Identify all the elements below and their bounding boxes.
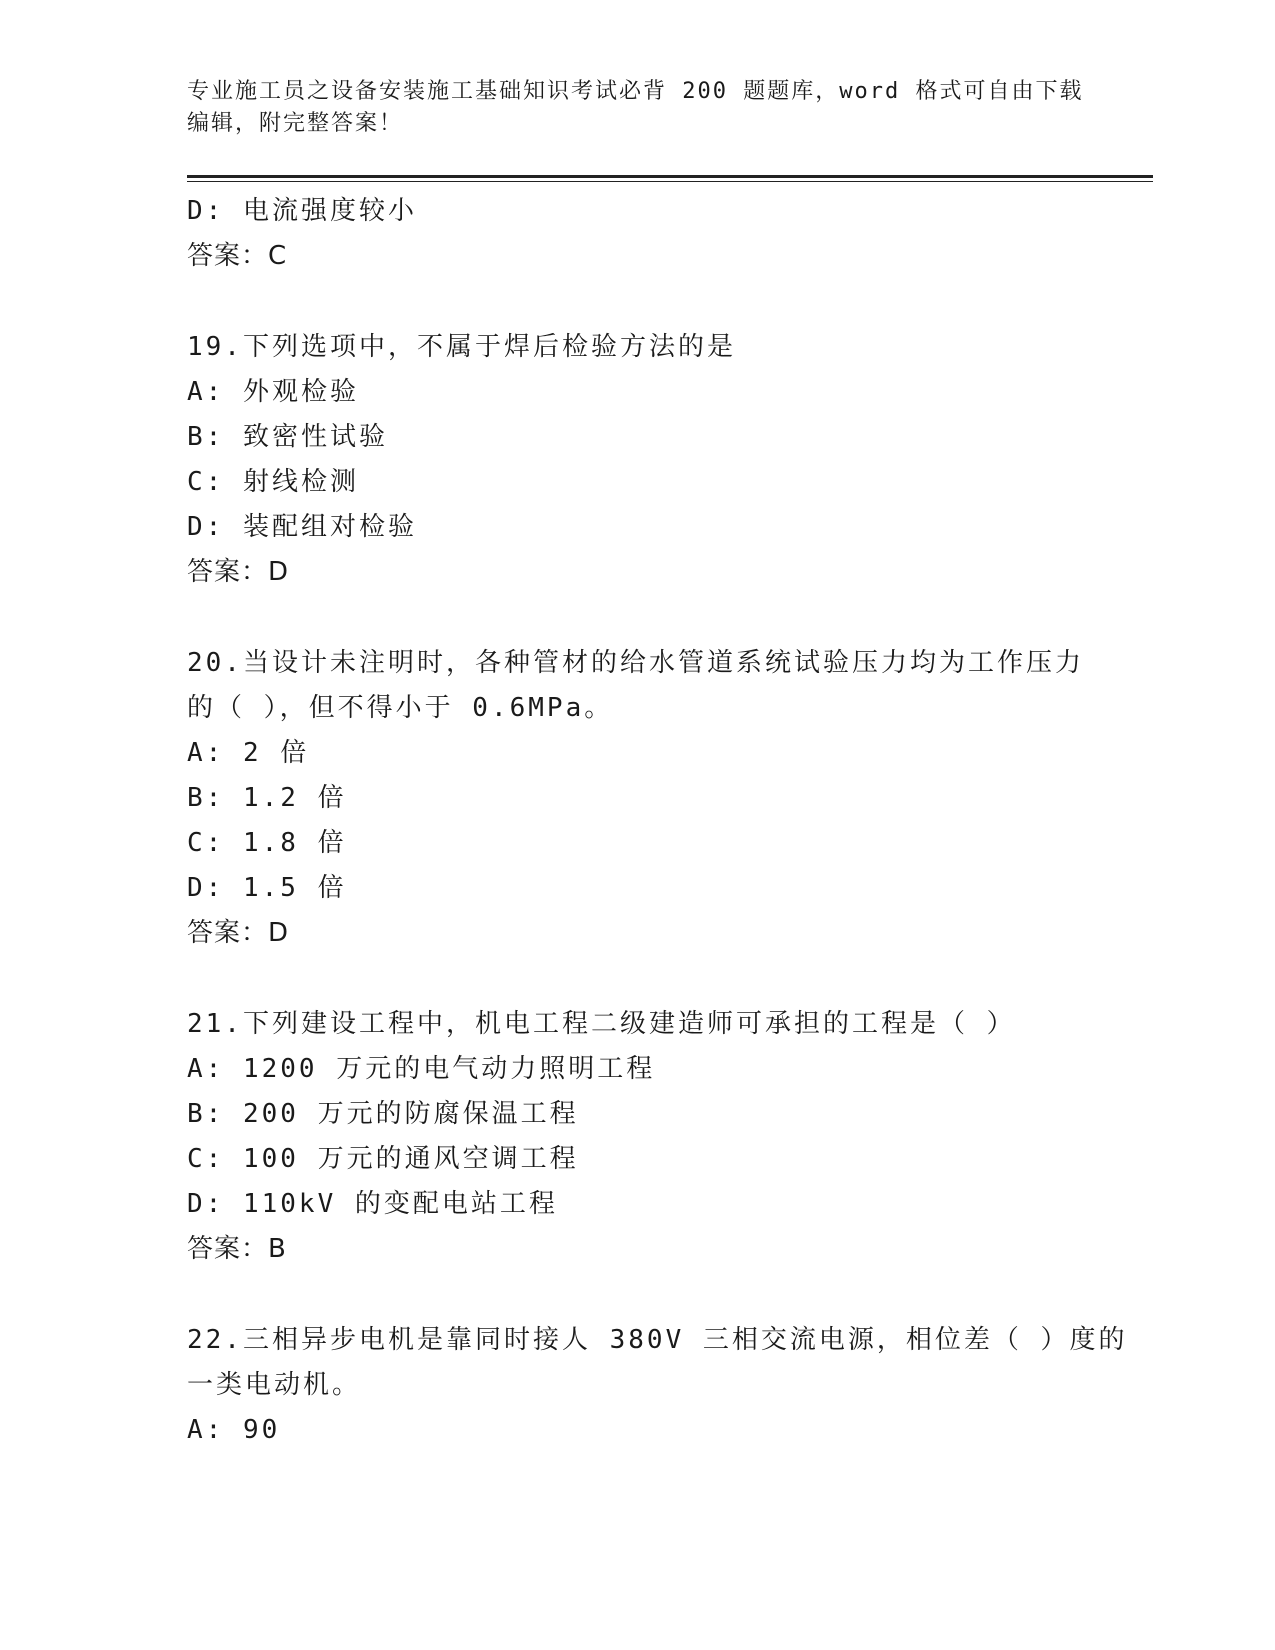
option-b: B: 致密性试验 [187, 422, 388, 452]
question-22 [187, 1318, 1128, 1453]
option-d: D: 110kV 的变配电站工程 [187, 1189, 558, 1219]
spacer [187, 595, 1087, 641]
option-c: C: 1.8 倍 [187, 828, 347, 858]
option-c: C: 射线检测 [187, 467, 359, 497]
spacer [187, 956, 1087, 1002]
option-b: B: 1.2 倍 [187, 783, 347, 813]
question-stem-continued: 的（ ），但不得小于 0.6MPa。 [187, 693, 614, 723]
header-line-1: 专业施工员之设备安装施工基础知识考试必背 200 题题库，word 格式可自由下载 [187, 79, 1084, 104]
question-stem: 22.三相异步电机是靠同时接人 380V 三相交流电源，相位差（ ）度的 [187, 1325, 1128, 1355]
option-d: D: 1.5 倍 [187, 873, 347, 903]
option-a: A: 外观检验 [187, 377, 359, 407]
option-a: A: 1200 万元的电气动力照明工程 [187, 1054, 656, 1084]
option-a: A: 2 倍 [187, 738, 310, 768]
prev-option-d: D: 电流强度较小 [187, 196, 417, 226]
option-d: D: 装配组对检验 [187, 512, 417, 542]
question-19 [187, 325, 1087, 595]
question-stem: 19.下列选项中，不属于焊后检验方法的是 [187, 332, 736, 362]
answer: 答案：B [187, 1234, 287, 1264]
document-header [187, 76, 1087, 140]
answer: 答案：D [187, 557, 290, 587]
question-stem: 21.下列建设工程中，机电工程二级建造师可承担的工程是（ ） [187, 1009, 1016, 1039]
question-stem: 20.当设计未注明时，各种管材的给水管道系统试验压力均为工作压力 [187, 648, 1084, 678]
option-b: B: 200 万元的防腐保温工程 [187, 1099, 579, 1129]
spacer [187, 279, 1087, 325]
answer: 答案：D [187, 918, 290, 948]
spacer [187, 1272, 1087, 1318]
question-content [187, 189, 1128, 1453]
question-21 [187, 1002, 1087, 1272]
header-rule-thick [187, 175, 1153, 178]
option-a: A: 90 [187, 1415, 281, 1445]
header-line-2: 编辑，附完整答案！ [187, 111, 404, 136]
question-stem-continued: 一类电动机。 [187, 1370, 362, 1400]
question-20 [187, 641, 1087, 956]
option-c: C: 100 万元的通风空调工程 [187, 1144, 579, 1174]
prev-answer: 答案：C [187, 241, 288, 271]
header-rule-thin [187, 181, 1153, 182]
